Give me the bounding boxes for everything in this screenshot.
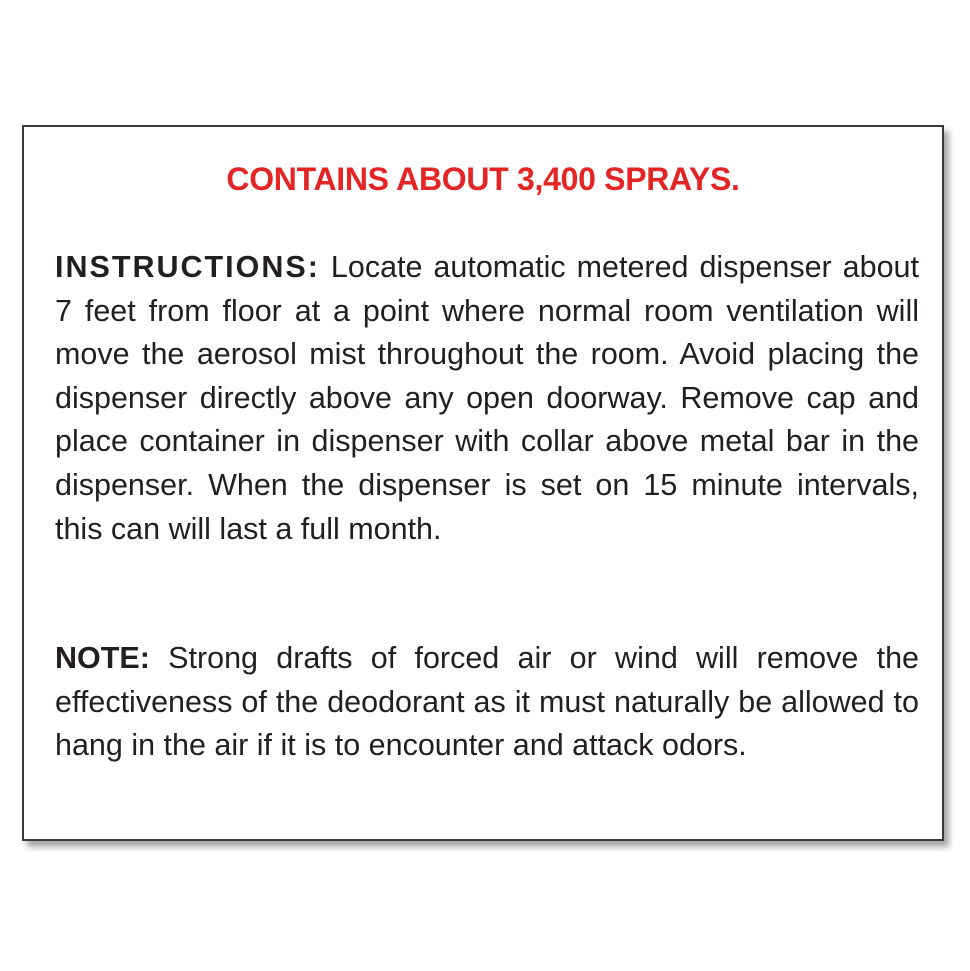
note-heading: NOTE: bbox=[55, 641, 150, 675]
instructions-paragraph bbox=[55, 246, 919, 551]
instructions-heading: INSTRUCTIONS: bbox=[55, 250, 320, 284]
spray-count-headline: CONTAINS ABOUT 3,400 SPRAYS. bbox=[226, 161, 740, 197]
product-label-card bbox=[22, 125, 944, 841]
instructions-text: Locate automatic metered dispenser about 7 feet from floor at a point where normal room ventilation will move the aerosol mist throughout the room. Avoid placing the dispenser directly above any open doorway. Remove cap and place container in dispenser with collar above metal bar in the dispenser. When the dispenser is set on 15 minute intervals, this can will last a full month. bbox=[55, 250, 919, 546]
note-text: Strong drafts of forced air or wind will remove the effectiveness of the deodorant as it must naturally be allowed to hang in the air if it is to encounter and attack odors. bbox=[55, 641, 919, 763]
note-paragraph bbox=[55, 637, 919, 768]
